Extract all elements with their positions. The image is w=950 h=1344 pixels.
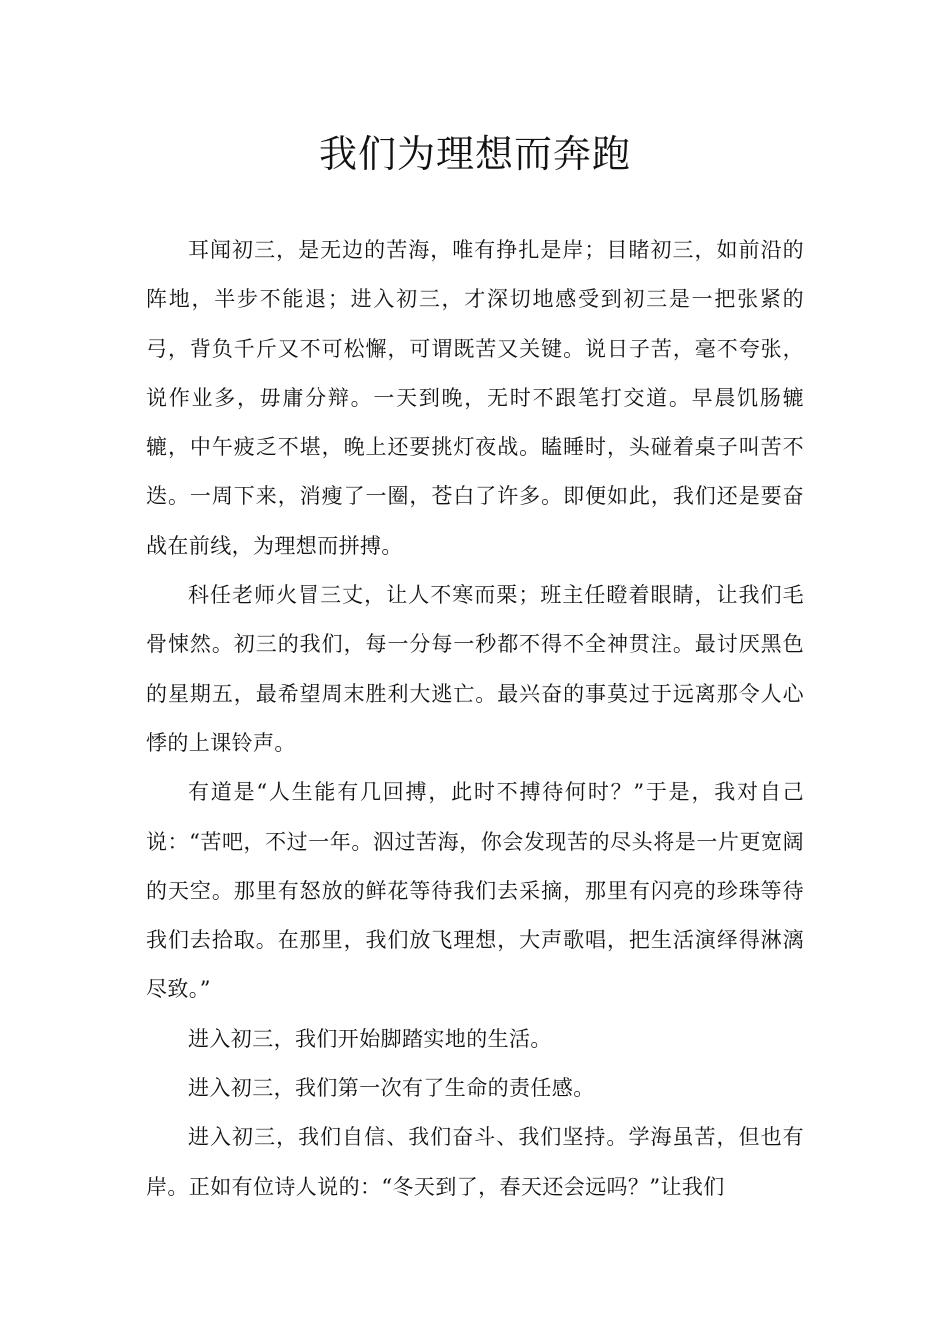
paragraph: 进入初三，我们自信、我们奋斗、我们坚持。学海虽苦，但也有岸。正如有位诗人说的：“冬天到了，春天还会远吗？”让我们	[146, 1125, 804, 1199]
paragraph: 耳闻初三，是无边的苦海，唯有挣扎是岸；目睹初三，如前沿的阵地，半步不能退；进入初三，才深切地感受到初三是一把张紧的弓，背负千斤又不可松懈，可谓既苦又关键。说日子苦，毫不夸张，说作业多，毋庸分辩。一天到晚，无时不跟笔打交道。早晨饥肠辘辘，中午疲乏不堪，晚上还要挑灯夜战。瞌睡时，头碰着桌子叫苦不迭。一周下来，消瘦了一圈，苍白了许多。即便如此，我们还是要奋战在前线，为理想而拼搏。	[146, 238, 804, 558]
paragraph: 进入初三，我们第一次有了生命的责任感。	[188, 1076, 595, 1101]
document-title: 我们为理想而奔跑	[318, 132, 631, 176]
paragraph: 科任老师火冒三丈，让人不寒而栗；班主任瞪着眼睛，让我们毛骨悚然。初三的我们，每一分每一秒都不得不全神贯注。最讨厌黑色的星期五，最希望周末胜利大逃亡。最兴奋的事莫过于远离那令人心悸的上课铃声。	[146, 583, 804, 755]
document-body	[146, 226, 804, 1212]
paragraph: 有道是“人生能有几回搏，此时不搏待何时？”于是，我对自己说：“苦吧，不过一年。泅过苦海，你会发现苦的尽头将是一片更宽阔的天空。那里有怒放的鲜花等待我们去采摘，那里有闪亮的珍珠等待我们去拾取。在那里，我们放飞理想，大声歌唱，把生活演绎得淋漓尽致。”	[146, 780, 804, 1002]
paragraph: 进入初三，我们开始脚踏实地的生活。	[188, 1026, 552, 1051]
